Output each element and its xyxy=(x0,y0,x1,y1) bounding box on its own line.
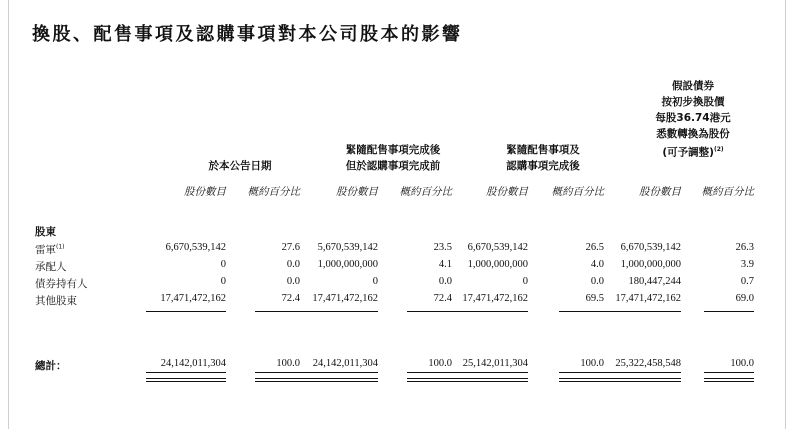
subtotal-rule xyxy=(704,311,754,312)
table-cell: 4.1 xyxy=(438,259,452,270)
table-cell: 180,447,244 xyxy=(628,276,681,287)
table-cell: 26.3 xyxy=(735,242,754,253)
total-underline xyxy=(559,372,604,373)
table-cell: 17,471,472,162 xyxy=(615,293,681,304)
table-cell: 0 xyxy=(220,259,226,270)
subheader-percent: 概約百分比 xyxy=(701,186,754,198)
total-cell: 25,322,458,548 xyxy=(615,358,681,369)
total-double-rule xyxy=(298,381,378,382)
total-double-rule xyxy=(407,381,452,382)
header-col2 xyxy=(318,142,468,174)
total-double-rule xyxy=(146,381,226,382)
table-cell: 6,670,539,142 xyxy=(467,242,528,253)
table-cell: 5,670,539,142 xyxy=(317,242,378,253)
total-cell: 100.0 xyxy=(580,358,604,369)
table-cell: 1,000,000,000 xyxy=(317,259,378,270)
subheader-percent: 概約百分比 xyxy=(247,186,300,198)
total-label: 總計： xyxy=(35,360,67,372)
table-cell: 72.4 xyxy=(281,293,300,304)
total-double-rule xyxy=(704,381,754,382)
total-underline xyxy=(448,372,528,373)
subtotal-rule xyxy=(601,311,681,312)
header-col4 xyxy=(618,78,768,161)
total-underline xyxy=(298,372,378,373)
total-cell: 100.0 xyxy=(428,358,452,369)
total-double-rule xyxy=(704,378,754,379)
section-label: 股東 xyxy=(35,226,56,238)
header-col1-line: 於本公告日期 xyxy=(208,160,272,172)
table-cell: 6,670,539,142 xyxy=(165,242,226,253)
total-underline xyxy=(146,372,226,373)
total-double-rule xyxy=(559,381,604,382)
subtotal-rule xyxy=(448,311,528,312)
total-cell: 100.0 xyxy=(276,358,300,369)
table-cell: 17,471,472,162 xyxy=(462,293,528,304)
table-cell: 0.0 xyxy=(286,276,300,287)
total-double-rule xyxy=(601,381,681,382)
total-underline xyxy=(704,372,754,373)
table-cell: 4.0 xyxy=(590,259,604,270)
subtotal-rule xyxy=(407,311,452,312)
subheader-percent: 概約百分比 xyxy=(551,186,604,198)
total-double-rule xyxy=(255,381,300,382)
table-cell: 0 xyxy=(220,276,226,287)
total-underline xyxy=(601,372,681,373)
total-underline xyxy=(407,372,452,373)
footnote-marker: (2) xyxy=(713,146,724,153)
header-col4-line: 每股36.74港元 xyxy=(655,112,731,124)
total-double-rule xyxy=(448,381,528,382)
header-col4-line: (可予調整)$^{(2)}$ xyxy=(662,146,724,159)
total-underline xyxy=(255,372,300,373)
header-col3 xyxy=(468,142,618,174)
table-cell: 0.0 xyxy=(438,276,452,287)
table-cell: 0 xyxy=(522,276,528,287)
row-label: 債券持有人 xyxy=(35,278,88,290)
row-label: 雷軍$^{(1)}$ xyxy=(35,243,65,256)
table-cell: 72.4 xyxy=(433,293,452,304)
table-cell: 17,471,472,162 xyxy=(312,293,378,304)
total-double-rule xyxy=(448,378,528,379)
subtotal-rule xyxy=(146,311,226,312)
total-double-rule xyxy=(601,378,681,379)
subheader-shares: 股份數目 xyxy=(336,186,378,198)
table-cell: 69.0 xyxy=(735,293,754,304)
table-cell: 26.5 xyxy=(585,242,604,253)
total-cell: 25,142,011,304 xyxy=(462,358,528,369)
table-cell: 0.0 xyxy=(286,259,300,270)
header-col4-line: 按初步換股價 xyxy=(661,96,725,108)
table-cell: 27.6 xyxy=(281,242,300,253)
row-label: 其他股東 xyxy=(35,295,77,307)
table-cell: 0 xyxy=(372,276,378,287)
header-col2-line: 但於認購事項完成前 xyxy=(345,160,441,172)
header-col4-line: 假設債券 xyxy=(672,80,714,92)
header-col1 xyxy=(170,158,310,174)
header-col2-line: 緊隨配售事項完成後 xyxy=(345,144,441,156)
table-cell: 1,000,000,000 xyxy=(620,259,681,270)
total-cell: 100.0 xyxy=(730,358,754,369)
total-double-rule xyxy=(407,378,452,379)
table-cell: 1,000,000,000 xyxy=(467,259,528,270)
table-cell: 17,471,472,162 xyxy=(160,293,226,304)
table-cell: 23.5 xyxy=(433,242,452,253)
table-cell: 0.7 xyxy=(740,276,754,287)
subheader-percent: 概約百分比 xyxy=(399,186,452,198)
header-col4-line: 悉數轉換為股份 xyxy=(656,128,730,140)
table-cell: 69.5 xyxy=(585,293,604,304)
page-title: 換股、配售事項及認購事項對本公司股本的影響 xyxy=(32,24,463,45)
subtotal-rule xyxy=(559,311,604,312)
total-cell: 24,142,011,304 xyxy=(160,358,226,369)
subheader-shares: 股份數目 xyxy=(639,186,681,198)
total-cell: 24,142,011,304 xyxy=(312,358,378,369)
subheader-shares: 股份數目 xyxy=(486,186,528,198)
table-cell: 3.9 xyxy=(740,259,754,270)
total-double-rule xyxy=(298,378,378,379)
total-double-rule xyxy=(255,378,300,379)
subtotal-rule xyxy=(255,311,300,312)
row-label: 承配人 xyxy=(35,261,67,273)
table-cell: 0.0 xyxy=(590,276,604,287)
total-double-rule xyxy=(559,378,604,379)
table-cell: 6,670,539,142 xyxy=(620,242,681,253)
total-double-rule xyxy=(146,378,226,379)
subheader-shares: 股份數目 xyxy=(184,186,226,198)
subtotal-rule xyxy=(298,311,378,312)
header-col3-line: 認購事項完成後 xyxy=(506,160,580,172)
header-col3-line: 緊隨配售事項及 xyxy=(506,144,580,156)
footnote-marker: (1) xyxy=(56,243,65,251)
